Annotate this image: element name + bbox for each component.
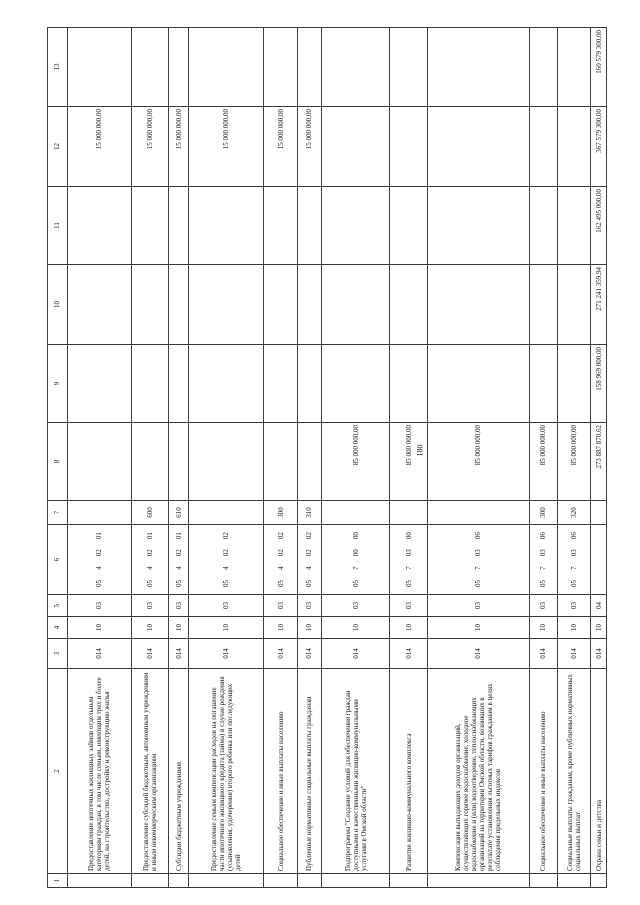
amount-cell xyxy=(390,265,428,345)
col-header: 10 xyxy=(48,265,68,345)
target-article-part: 03 xyxy=(474,549,483,557)
row-number-cell xyxy=(297,874,321,888)
target-article-part: 7 xyxy=(570,566,579,570)
row-number-cell xyxy=(131,874,169,888)
target-article-part: 05 xyxy=(404,579,413,587)
table-body xyxy=(48,28,607,888)
subsection-code-cell: 03 xyxy=(189,595,264,617)
target-article-cell xyxy=(591,525,607,595)
amount-cell xyxy=(169,345,189,423)
subsection-code-cell: 03 xyxy=(529,595,558,617)
target-article-part: 03 xyxy=(539,549,548,557)
amount-cell xyxy=(67,187,131,265)
target-article-part: 02 xyxy=(95,549,104,557)
target-article-parts xyxy=(265,527,295,592)
amount-cell: 85 000 000,00 xyxy=(558,423,591,501)
row-number-cell xyxy=(591,874,607,888)
target-article-part: 05 xyxy=(276,579,285,587)
col-header: 13 xyxy=(48,28,68,107)
target-article-part: 02 xyxy=(305,532,314,540)
amount-cell xyxy=(264,423,297,501)
amount-cell xyxy=(189,265,264,345)
target-article-cell xyxy=(321,525,389,595)
target-article-part: 4 xyxy=(276,566,285,570)
target-article-cell xyxy=(390,525,428,595)
admin-code-cell: 014 xyxy=(558,639,591,669)
name-cell: Охрана семьи и детства xyxy=(591,669,607,874)
amount-cell xyxy=(131,28,169,107)
amount-cell xyxy=(169,28,189,107)
section-code-cell: 10 xyxy=(189,617,264,639)
section-code-cell: 10 xyxy=(297,617,321,639)
table-row xyxy=(131,28,169,888)
budget-table xyxy=(47,27,607,888)
amount-cell: 367 579 300,00 xyxy=(591,107,607,187)
amount-cell xyxy=(297,423,321,501)
admin-code-cell: 014 xyxy=(264,639,297,669)
amount-cell: 271 241 359,94 xyxy=(591,265,607,345)
target-article-cell xyxy=(558,525,591,595)
row-number-cell xyxy=(264,874,297,888)
target-article-parts xyxy=(592,527,605,592)
amount-cell xyxy=(169,187,189,265)
table-row xyxy=(67,28,131,888)
section-code-cell: 10 xyxy=(321,617,389,639)
target-article-part: 4 xyxy=(305,566,314,570)
target-article-part: 01 xyxy=(95,532,104,540)
amount-cell xyxy=(558,345,591,423)
amount-cell xyxy=(264,345,297,423)
subsection-code-cell: 04 xyxy=(591,595,607,617)
amount-cell xyxy=(427,107,529,187)
section-code-cell: 10 xyxy=(169,617,189,639)
amount-cell: 15 000 000,00 xyxy=(131,107,169,187)
target-article-part: 00 xyxy=(351,549,360,557)
target-article-part: 05 xyxy=(305,579,314,587)
name-cell: Социальное обеспечение и иные выплаты населению xyxy=(264,669,297,874)
col-header: 7 xyxy=(48,501,68,525)
page-number: 180 xyxy=(415,444,425,457)
amount-cell xyxy=(390,187,428,265)
amount-cell xyxy=(390,107,428,187)
amount-cell xyxy=(558,28,591,107)
amount-cell: 15 000 000,00 xyxy=(189,107,264,187)
amount-cell xyxy=(321,265,389,345)
target-article-part: 05 xyxy=(222,579,231,587)
name-cell: Подпрограмма "Создание условий для обеспечения граждан доступными и качественными жилищно-коммунальными услугами в Омской области" xyxy=(321,669,389,874)
target-article-parts xyxy=(170,527,187,592)
section-code-cell: 10 xyxy=(390,617,428,639)
row-number-cell xyxy=(321,874,389,888)
row-number-cell xyxy=(529,874,558,888)
amount-cell xyxy=(131,265,169,345)
name-cell: Публичные нормативные социальные выплаты гражданам xyxy=(297,669,321,874)
amount-cell: 15 000 000,00 xyxy=(264,107,297,187)
row-number-cell xyxy=(169,874,189,888)
amount-cell xyxy=(67,265,131,345)
expense-type-cell: 300 xyxy=(529,501,558,525)
subsection-code-cell: 03 xyxy=(427,595,529,617)
admin-code-cell: 014 xyxy=(189,639,264,669)
row-number-cell xyxy=(390,874,428,888)
target-article-part: 01 xyxy=(146,532,155,540)
target-article-part: 05 xyxy=(95,579,104,587)
table-row xyxy=(189,28,264,888)
amount-cell xyxy=(321,28,389,107)
target-article-part: 03 xyxy=(404,549,413,557)
amount-cell xyxy=(529,345,558,423)
amount-cell xyxy=(529,187,558,265)
amount-cell xyxy=(67,423,131,501)
table-row xyxy=(297,28,321,888)
amount-cell xyxy=(264,28,297,107)
amount-cell xyxy=(390,345,428,423)
table-row xyxy=(591,28,607,888)
table-row xyxy=(390,28,428,888)
row-number-cell xyxy=(558,874,591,888)
target-article-parts xyxy=(299,527,320,592)
subsection-code-cell: 03 xyxy=(390,595,428,617)
target-article-part: 06 xyxy=(570,532,579,540)
col-header: 5 xyxy=(48,595,68,617)
amount-cell: 15 000 000,00 xyxy=(67,107,131,187)
expense-type-cell xyxy=(390,501,428,525)
expense-type-cell xyxy=(427,501,529,525)
amount-cell xyxy=(189,345,264,423)
expense-type-cell xyxy=(591,501,607,525)
target-article-part: 4 xyxy=(174,566,183,570)
name-cell: Субсидии бюджетным учреждениям xyxy=(169,669,189,874)
name-cell: Предоставление ипотечных жилищных займов отдельным категориям граждан, в том числе семьям, имеющим трех и более детей, на строительство, достройку и реконструкцию жилья xyxy=(67,669,131,874)
table-row xyxy=(169,28,189,888)
expense-type-cell xyxy=(67,501,131,525)
target-article-part: 05 xyxy=(570,579,579,587)
name-cell: Компенсация выпадающих доходов организаций, осуществляющих горячее водоснабжение, холодное водоснабжение и (или) водоотведение, теплоснабжающих организаций на территории Омской области, возникших в результате установления льготных тарифов гражданам в целях соблюдения предельных индексов xyxy=(427,669,529,874)
amount-cell xyxy=(297,28,321,107)
amount-cell xyxy=(67,28,131,107)
target-article-parts xyxy=(429,527,528,592)
amount-cell xyxy=(427,28,529,107)
section-code-cell: 10 xyxy=(427,617,529,639)
admin-code-cell: 014 xyxy=(321,639,389,669)
admin-code-cell: 014 xyxy=(427,639,529,669)
subsection-code-cell: 03 xyxy=(321,595,389,617)
row-number-cell xyxy=(427,874,529,888)
target-article-part: 05 xyxy=(351,579,360,587)
col-header: 9 xyxy=(48,345,68,423)
table-row xyxy=(558,28,591,888)
amount-cell xyxy=(297,187,321,265)
expense-type-cell: 300 xyxy=(264,501,297,525)
target-article-parts xyxy=(531,527,557,592)
admin-code-cell: 014 xyxy=(591,639,607,669)
name-cell: Социальные выплаты гражданам, кроме публичных нормативных социальных выплат xyxy=(558,669,591,874)
admin-code-cell: 014 xyxy=(131,639,169,669)
amount-cell xyxy=(189,28,264,107)
target-article-part: 01 xyxy=(174,532,183,540)
subsection-code-cell: 03 xyxy=(264,595,297,617)
section-code-cell: 10 xyxy=(529,617,558,639)
target-article-cell xyxy=(131,525,169,595)
amount-cell: 85 000 000,00 xyxy=(321,423,389,501)
amount-cell: 158 969 000,00 xyxy=(591,345,607,423)
table-row xyxy=(264,28,297,888)
target-article-part: 05 xyxy=(539,579,548,587)
col-header: 3 xyxy=(48,639,68,669)
amount-cell xyxy=(427,345,529,423)
subsection-code-cell: 03 xyxy=(67,595,131,617)
col-header: 4 xyxy=(48,617,68,639)
section-code-cell: 10 xyxy=(558,617,591,639)
target-article-part: 7 xyxy=(474,566,483,570)
target-article-part: 02 xyxy=(305,549,314,557)
col-header: 12 xyxy=(48,107,68,187)
target-article-part: 02 xyxy=(222,549,231,557)
amount-cell xyxy=(390,28,428,107)
amount-cell xyxy=(189,423,264,501)
amount-cell xyxy=(297,345,321,423)
subsection-code-cell: 03 xyxy=(169,595,189,617)
target-article-part: 7 xyxy=(404,566,413,570)
target-article-parts xyxy=(323,527,388,592)
amount-cell xyxy=(558,107,591,187)
target-article-parts xyxy=(391,527,426,592)
target-article-part: 7 xyxy=(351,566,360,570)
expense-type-cell: 600 xyxy=(131,501,169,525)
section-code-cell: 10 xyxy=(264,617,297,639)
admin-code-cell: 014 xyxy=(67,639,131,669)
amount-cell xyxy=(321,107,389,187)
expense-type-cell: 610 xyxy=(169,501,189,525)
target-article-part: 05 xyxy=(146,579,155,587)
col-header: 1 xyxy=(48,874,68,888)
admin-code-cell: 014 xyxy=(529,639,558,669)
expense-type-cell xyxy=(321,501,389,525)
target-article-part: 7 xyxy=(539,566,548,570)
amount-cell xyxy=(297,265,321,345)
section-code-cell: 10 xyxy=(67,617,131,639)
rotated-table-wrapper xyxy=(47,28,607,888)
row-number-cell xyxy=(189,874,264,888)
table-row xyxy=(427,28,529,888)
expense-type-cell: 320 xyxy=(558,501,591,525)
amount-cell xyxy=(427,265,529,345)
admin-code-cell: 014 xyxy=(169,639,189,669)
target-article-part: 05 xyxy=(474,579,483,587)
name-cell: Развитие жилищно-коммунального комплекса xyxy=(390,669,428,874)
col-header: 2 xyxy=(48,669,68,874)
target-article-part: 00 xyxy=(351,532,360,540)
section-code-cell: 10 xyxy=(591,617,607,639)
target-article-parts xyxy=(559,527,589,592)
target-article-part: 02 xyxy=(222,532,231,540)
admin-code-cell: 014 xyxy=(390,639,428,669)
expense-type-cell: 310 xyxy=(297,501,321,525)
amount-cell xyxy=(558,187,591,265)
amount-cell: 15 000 000,00 xyxy=(297,107,321,187)
target-article-part: 4 xyxy=(95,566,104,570)
target-article-cell xyxy=(297,525,321,595)
amount-cell xyxy=(131,423,169,501)
target-article-part: 03 xyxy=(570,549,579,557)
admin-code-cell: 014 xyxy=(297,639,321,669)
name-cell: Социальное обеспечение и иные выплаты населению xyxy=(529,669,558,874)
target-article-cell xyxy=(67,525,131,595)
row-number-cell xyxy=(67,874,131,888)
target-article-cell xyxy=(169,525,189,595)
amount-cell: 85 000 000,00 xyxy=(427,423,529,501)
amount-cell: 85 000 000,00 xyxy=(529,423,558,501)
target-article-part: 02 xyxy=(276,532,285,540)
amount-cell xyxy=(169,423,189,501)
target-article-part: 05 xyxy=(174,579,183,587)
name-cell: Предоставление субсидий бюджетным, автономным учреждениям и иным некоммерческим организациям xyxy=(131,669,169,874)
target-article-parts xyxy=(190,527,262,592)
amount-cell xyxy=(264,265,297,345)
target-article-cell xyxy=(529,525,558,595)
header-row xyxy=(48,28,68,888)
amount-cell xyxy=(321,345,389,423)
target-article-part: 00 xyxy=(404,532,413,540)
amount-cell xyxy=(558,265,591,345)
subsection-code-cell: 03 xyxy=(558,595,591,617)
section-code-cell: 10 xyxy=(131,617,169,639)
target-article-part: 06 xyxy=(539,532,548,540)
amount-cell xyxy=(67,345,131,423)
subsection-code-cell: 03 xyxy=(131,595,169,617)
name-cell: Предоставление семьям компенсации расходов на погашение части ипотечного жилищного кредита (займа) в случае рождения (усыновления, удочерения) второго ребенка или последующих детей xyxy=(189,669,264,874)
target-article-part: 02 xyxy=(276,549,285,557)
target-article-parts xyxy=(133,527,168,592)
table-row xyxy=(321,28,389,888)
amount-cell xyxy=(427,187,529,265)
target-article-cell xyxy=(427,525,529,595)
amount-cell: 162 495 000,00 xyxy=(591,187,607,265)
amount-cell: 273 887 870,62 xyxy=(591,423,607,501)
target-article-part: 02 xyxy=(174,549,183,557)
amount-cell xyxy=(131,187,169,265)
target-article-part: 4 xyxy=(146,566,155,570)
amount-cell: 15 000 000,00 xyxy=(169,107,189,187)
amount-cell xyxy=(189,187,264,265)
amount-cell xyxy=(264,187,297,265)
col-header: 6 xyxy=(48,525,68,595)
amount-cell xyxy=(529,28,558,107)
amount-cell: 85 000 000,00 xyxy=(390,423,428,501)
target-article-cell xyxy=(264,525,297,595)
target-article-part: 4 xyxy=(222,566,231,570)
col-header: 8 xyxy=(48,423,68,501)
amount-cell xyxy=(321,187,389,265)
amount-cell xyxy=(169,265,189,345)
expense-type-cell xyxy=(189,501,264,525)
amount-cell xyxy=(131,345,169,423)
amount-cell xyxy=(529,265,558,345)
amount-cell: 160 579 300,00 xyxy=(591,28,607,107)
target-article-parts xyxy=(69,527,130,592)
target-article-part: 02 xyxy=(146,549,155,557)
col-header: 11 xyxy=(48,187,68,265)
amount-cell xyxy=(529,107,558,187)
table-row xyxy=(529,28,558,888)
target-article-cell xyxy=(189,525,264,595)
subsection-code-cell: 03 xyxy=(297,595,321,617)
target-article-part: 06 xyxy=(474,532,483,540)
